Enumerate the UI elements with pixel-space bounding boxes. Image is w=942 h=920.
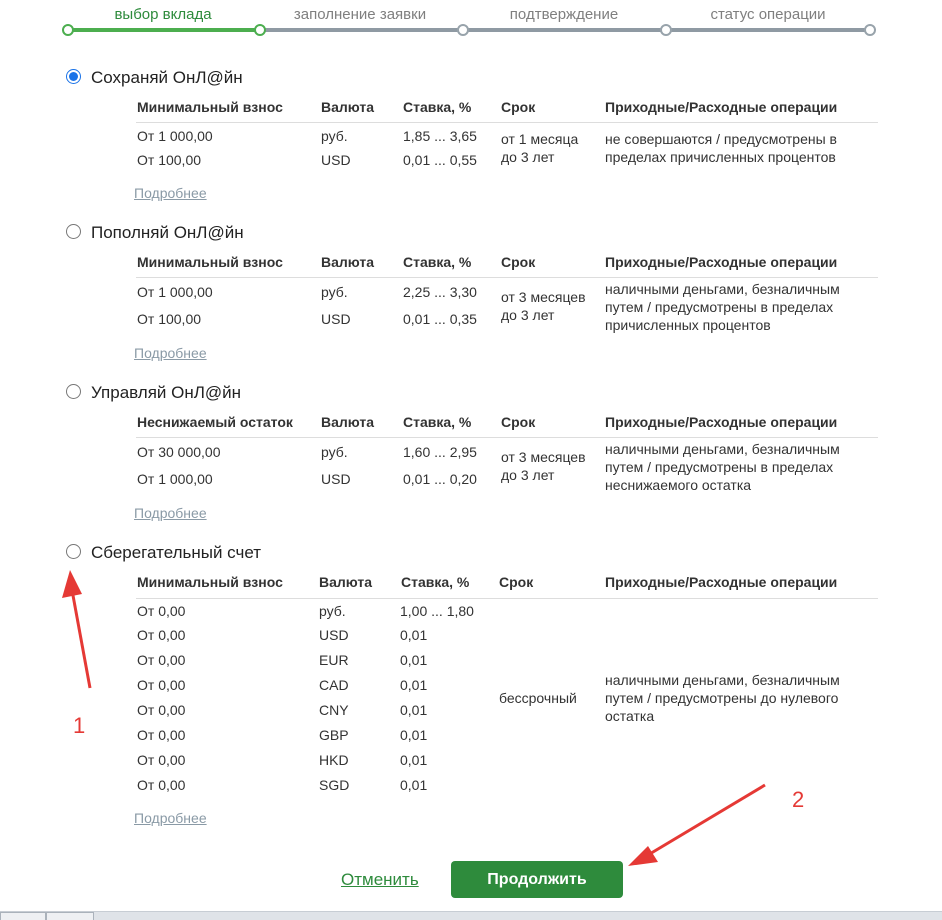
arrow-1-head bbox=[62, 570, 82, 598]
col-min: Минимальный взнос bbox=[137, 574, 283, 590]
cell-rate: 0,01 ... 0,20 bbox=[403, 471, 477, 487]
cell-currency: GBP bbox=[319, 727, 349, 743]
cell-rate: 0,01 bbox=[400, 677, 428, 693]
product-name[interactable]: Управляй ОнЛ@йн bbox=[91, 383, 242, 402]
cell-rate: 2,25 ... 3,30 bbox=[403, 284, 477, 300]
cell-rate: 0,01 bbox=[400, 627, 428, 643]
cell-min: От 0,00 bbox=[137, 652, 186, 668]
col-rate: Ставка, % bbox=[403, 414, 472, 430]
col-rate: Ставка, % bbox=[403, 254, 472, 270]
cell-ops: наличными деньгами, безналичным путем / предусмотрены в пределах неснижаемого остатка bbox=[605, 441, 840, 493]
cell-min: От 100,00 bbox=[137, 152, 202, 168]
arrow-2-head bbox=[628, 846, 658, 866]
step-confirmation: подтверждение bbox=[509, 6, 619, 23]
cell-currency: руб. bbox=[321, 284, 348, 300]
product-name[interactable]: Сохраняй ОнЛ@йн bbox=[91, 68, 243, 87]
more-link[interactable]: Подробнее bbox=[134, 810, 207, 826]
cell-rate: 0,01 bbox=[400, 777, 428, 793]
col-min: Минимальный взнос bbox=[137, 99, 283, 115]
step-fill-application: заполнение заявки bbox=[293, 6, 427, 23]
step-select-deposit: выбор вклада bbox=[114, 6, 212, 23]
cell-rate: 0,01 bbox=[400, 652, 428, 668]
col-currency: Валюта bbox=[321, 99, 375, 115]
cell-min: От 0,00 bbox=[137, 727, 186, 743]
continue-button[interactable]: Продолжить bbox=[451, 861, 623, 898]
cell-currency: SGD bbox=[319, 777, 350, 793]
col-rate: Ставка, % bbox=[401, 574, 470, 590]
cell-min: От 100,00 bbox=[137, 311, 202, 327]
col-currency: Валюта bbox=[321, 414, 375, 430]
cell-min: От 1 000,00 bbox=[137, 128, 213, 144]
cell-currency: USD bbox=[319, 627, 349, 643]
cell-currency: USD bbox=[321, 152, 351, 168]
col-term: Срок bbox=[499, 574, 534, 590]
cell-currency: EUR bbox=[319, 652, 349, 668]
product-name[interactable]: Пополняй ОнЛ@йн bbox=[91, 223, 244, 242]
arrow-1-shaft bbox=[72, 590, 90, 688]
cell-ops: наличными деньгами, безналичным путем / предусмотрены в пределах причисленных процентов bbox=[605, 281, 840, 333]
cell-currency: CAD bbox=[319, 677, 349, 693]
col-currency: Валюта bbox=[319, 574, 373, 590]
col-term: Срок bbox=[501, 99, 536, 115]
cell-currency: руб. bbox=[321, 128, 348, 144]
cell-min: От 1 000,00 bbox=[137, 284, 213, 300]
col-currency: Валюта bbox=[321, 254, 375, 270]
cell-rate: 0,01 bbox=[400, 752, 428, 768]
step-operation-status: статус операции bbox=[710, 6, 826, 23]
cell-min: От 0,00 bbox=[137, 677, 186, 693]
cell-currency: руб. bbox=[319, 603, 346, 619]
col-ops: Приходные/Расходные операции bbox=[605, 254, 838, 270]
cell-term: от 3 месяцев до 3 лет bbox=[501, 449, 586, 483]
col-min: Минимальный взнос bbox=[137, 254, 283, 270]
cell-min: От 30 000,00 bbox=[137, 444, 221, 460]
cell-currency: руб. bbox=[321, 444, 348, 460]
col-ops: Приходные/Расходные операции bbox=[605, 414, 838, 430]
cell-rate: 1,00 ... 1,80 bbox=[400, 603, 474, 619]
more-link[interactable]: Подробнее bbox=[134, 505, 207, 521]
more-link[interactable]: Подробнее bbox=[134, 185, 207, 201]
col-ops: Приходные/Расходные операции bbox=[605, 574, 838, 590]
cell-min: От 1 000,00 bbox=[137, 471, 213, 487]
cell-min: От 0,00 bbox=[137, 777, 186, 793]
col-rate: Ставка, % bbox=[403, 99, 472, 115]
cell-term: от 1 месяца до 3 лет bbox=[501, 131, 579, 165]
arrow-2-shaft bbox=[648, 785, 765, 855]
cell-min: От 0,00 bbox=[137, 702, 186, 718]
cell-term: от 3 месяцев до 3 лет bbox=[501, 289, 586, 323]
col-ops: Приходные/Расходные операции bbox=[605, 99, 838, 115]
cell-min: От 0,00 bbox=[137, 627, 186, 643]
annotation-label-2: 2 bbox=[792, 787, 805, 812]
col-min: Неснижаемый остаток bbox=[137, 414, 293, 430]
cell-min: От 0,00 bbox=[137, 752, 186, 768]
col-term: Срок bbox=[501, 414, 536, 430]
cell-rate: 0,01 bbox=[400, 702, 428, 718]
cell-currency: CNY bbox=[319, 702, 349, 718]
cancel-link[interactable]: Отменить bbox=[341, 870, 419, 889]
cell-rate: 1,60 ... 2,95 bbox=[403, 444, 477, 460]
cell-rate: 0,01 ... 0,55 bbox=[403, 152, 477, 168]
annotation-label-1: 1 bbox=[73, 713, 86, 738]
cell-ops: наличными деньгами, безналичным путем / предусмотрены до нулевого остатка bbox=[605, 672, 840, 724]
more-link[interactable]: Подробнее bbox=[134, 345, 207, 361]
cell-rate: 1,85 ... 3,65 bbox=[403, 128, 477, 144]
cell-rate: 0,01 bbox=[400, 727, 428, 743]
cell-rate: 0,01 ... 0,35 bbox=[403, 311, 477, 327]
col-term: Срок bbox=[501, 254, 536, 270]
cell-term: бессрочный bbox=[499, 690, 577, 706]
product-name[interactable]: Сберегательный счет bbox=[91, 543, 262, 562]
cell-ops: не совершаются / предусмотрены в пределах причисленных процентов bbox=[605, 131, 837, 165]
cell-currency: HKD bbox=[319, 752, 349, 768]
cell-currency: USD bbox=[321, 471, 351, 487]
cell-currency: USD bbox=[321, 311, 351, 327]
cell-min: От 0,00 bbox=[137, 603, 186, 619]
